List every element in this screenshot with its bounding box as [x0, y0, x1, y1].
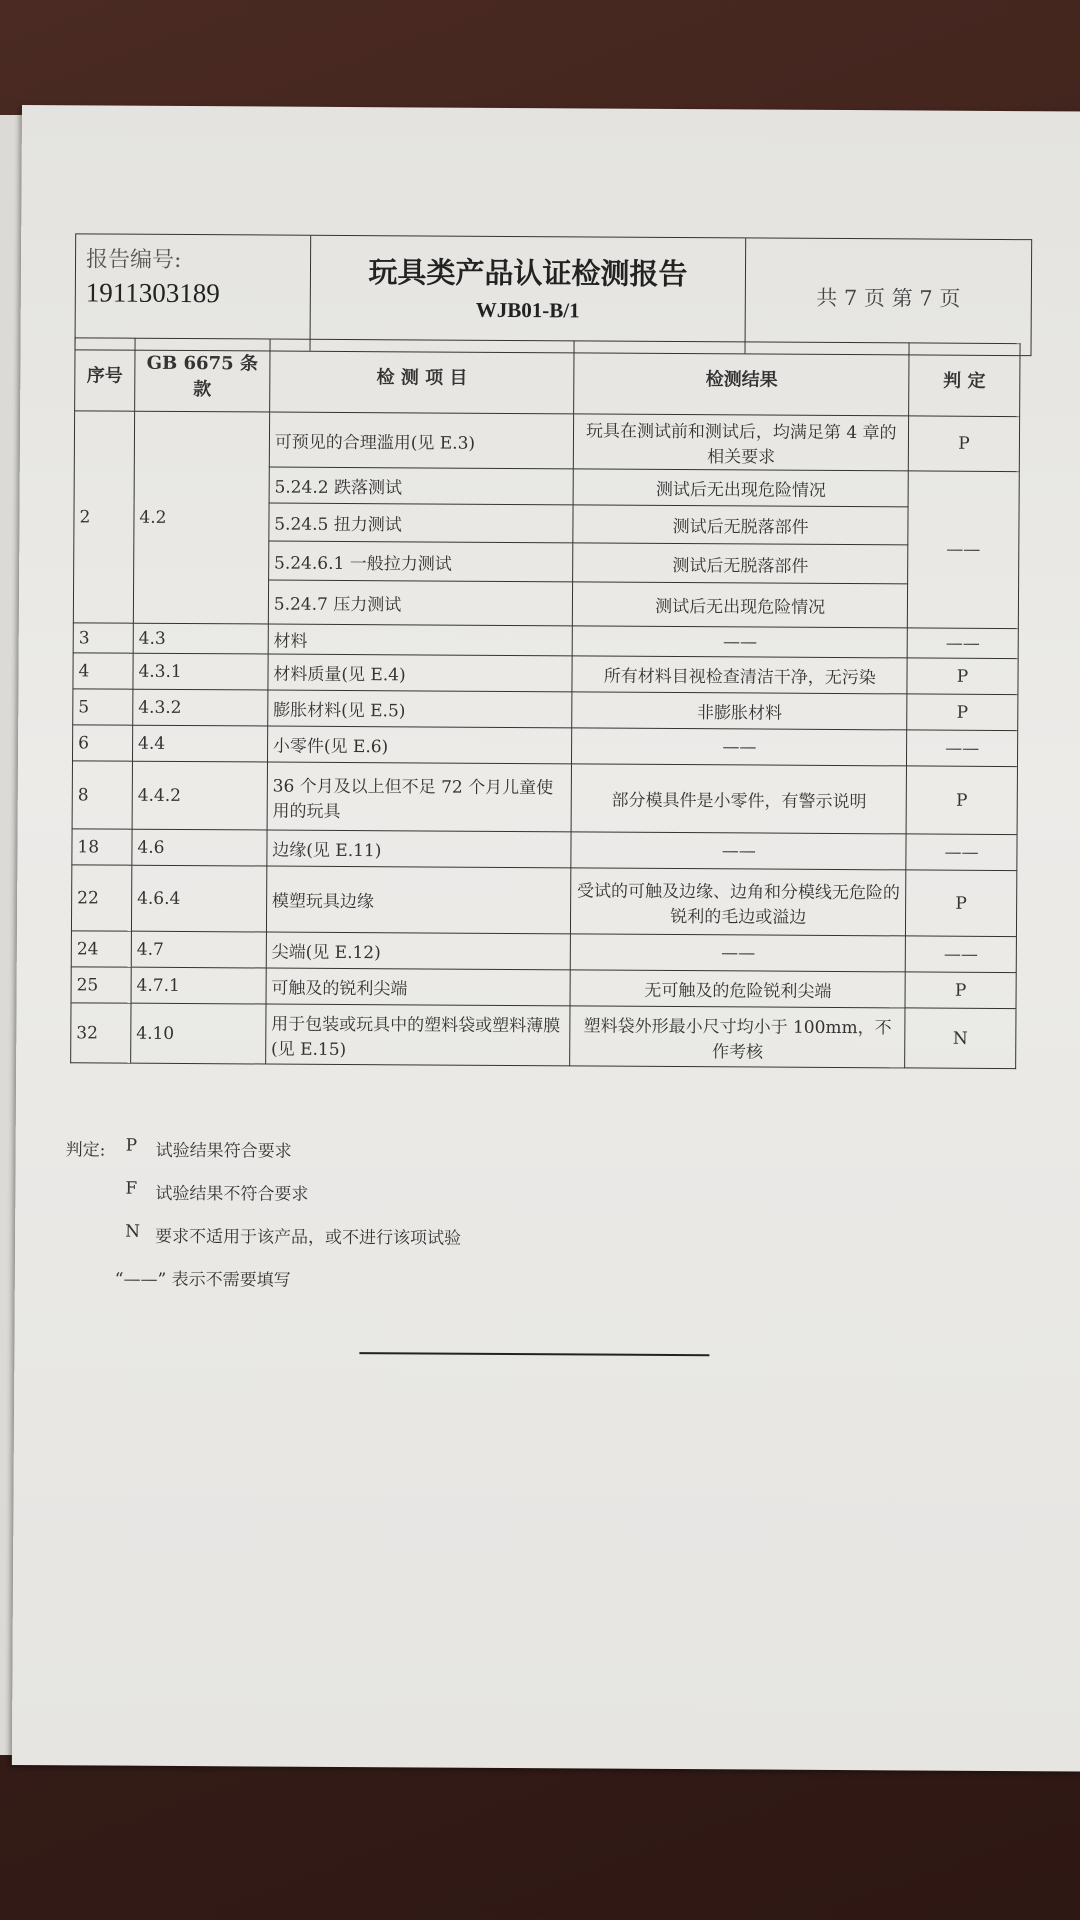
- row-item: 用于包装或玩具中的塑料袋或塑料薄膜(见 E.15): [265, 1004, 570, 1066]
- row-clause: 4.3.1: [133, 653, 268, 690]
- row-item: 模塑玩具边缘: [266, 866, 571, 934]
- row-clause: 4.7: [131, 931, 266, 968]
- row-no: 3: [73, 623, 133, 653]
- col-header-no: 序号: [75, 338, 135, 411]
- verdict-legend: [65, 1135, 462, 1309]
- row-result: ——: [571, 934, 906, 972]
- row-item: 材料: [268, 624, 573, 656]
- row-verdict: ——: [907, 730, 1018, 767]
- table-row: [71, 1003, 1016, 1069]
- table-row: [72, 829, 1017, 871]
- row-no: 25: [71, 967, 131, 1003]
- table-row: [71, 865, 1016, 937]
- row-item: 5.24.7 压力测试: [268, 580, 573, 626]
- row-item: 可触及的锐利尖端: [266, 968, 571, 1006]
- row-no: 8: [72, 761, 132, 829]
- legend-row-f: [65, 1178, 461, 1223]
- row-clause: 4.7.1: [131, 967, 266, 1004]
- legend-label: 判定:: [65, 1140, 106, 1161]
- row-result: 测试后无脱落部件: [573, 505, 908, 545]
- legend-row-p: [65, 1135, 461, 1180]
- row-item: 边缘(见 E.11): [267, 830, 572, 868]
- row-no: 5: [73, 689, 133, 725]
- row-no: 18: [72, 829, 132, 865]
- table-row: [71, 967, 1016, 1009]
- row-result: 测试后无出现危险情况: [574, 469, 909, 507]
- row-result: 所有材料目视检查清洁干净，无污染: [572, 656, 907, 694]
- row-clause: 4.10: [131, 1003, 266, 1064]
- row-item: 可预见的合理滥用(见 E.3): [269, 412, 574, 469]
- row-result: 部分模具件是小零件，有警示说明: [572, 764, 907, 834]
- row-clause: 4.4: [132, 725, 267, 762]
- row-verdict: P: [908, 416, 1019, 472]
- col-header-result: 检测结果: [574, 341, 909, 416]
- row-result: 塑料袋外形最小尺寸均小于 100mm，不作考核: [570, 1006, 905, 1068]
- row-result: ——: [571, 832, 906, 870]
- legend-code: N: [125, 1221, 141, 1242]
- report-number-cell: [76, 234, 312, 350]
- row-verdict: ——: [906, 834, 1017, 871]
- report-title: 玩具类产品认证检测报告: [368, 255, 688, 292]
- table-row: [73, 653, 1018, 695]
- row-no: 6: [72, 725, 132, 761]
- row-item: 材料质量(见 E.4): [268, 654, 573, 692]
- report-number: 1911303189: [85, 277, 220, 309]
- legend-code: P: [125, 1135, 138, 1156]
- col-header-verdict: 判 定: [909, 343, 1020, 417]
- row-result: 测试后无出现危险情况: [573, 582, 908, 628]
- row-item: 36 个月及以上但不足 72 个月儿童使用的玩具: [267, 762, 572, 832]
- row-item: 5.24.2 跌落测试: [269, 467, 574, 505]
- col-header-item: 检 测 项 目: [269, 339, 574, 414]
- legend-text: 试验结果不符合要求: [155, 1183, 309, 1205]
- page-info: 共 7 页 第 7 页: [816, 285, 961, 311]
- table-row: [72, 761, 1017, 835]
- row-result: ——: [573, 626, 908, 658]
- row-result: ——: [572, 728, 907, 766]
- form-code: WJB01-B/1: [475, 297, 580, 323]
- row-no: 2: [73, 411, 134, 623]
- row-verdict: ——: [907, 471, 1019, 629]
- legend-text: 试验结果符合要求: [155, 1140, 292, 1162]
- test-results-table: [70, 337, 1020, 1069]
- legend-dash-note: “——” 表示不需要填写: [114, 1269, 291, 1291]
- row-verdict: P: [906, 766, 1017, 835]
- row-verdict: P: [907, 694, 1018, 731]
- row-clause: 4.3: [133, 623, 268, 654]
- row-no: 22: [71, 865, 131, 931]
- legend-row-n: [65, 1221, 461, 1266]
- row-result: 测试后无脱落部件: [573, 543, 908, 584]
- row-item: 膨胀材料(见 E.5): [268, 690, 573, 728]
- report-page: [12, 105, 1080, 1772]
- row-result: 非膨胀材料: [572, 692, 907, 730]
- row-verdict: P: [906, 870, 1017, 937]
- row-verdict: N: [905, 1008, 1016, 1069]
- row-item: 5.24.6.1 一般拉力测试: [268, 541, 573, 582]
- row-result: 玩具在测试前和测试后，均满足第 4 章的相关要求: [574, 414, 909, 471]
- table-header-row: [75, 338, 1020, 417]
- table-row: [72, 725, 1017, 767]
- row-verdict: P: [905, 972, 1016, 1009]
- row-no: 24: [71, 931, 131, 967]
- row-clause: 4.6: [132, 829, 267, 866]
- row-verdict: ——: [907, 628, 1018, 659]
- col-header-clause: GB 6675 条款: [135, 338, 270, 412]
- row-clause: 4.4.2: [132, 761, 267, 830]
- row-result: 受试的可触及边缘、边角和分模线无危险的锐利的毛边或溢边: [571, 868, 906, 936]
- end-line: [359, 1352, 709, 1356]
- row-clause: 4.3.2: [133, 689, 268, 726]
- row-no: 32: [71, 1003, 131, 1063]
- table-row: [71, 931, 1016, 973]
- row-no: 4: [73, 653, 133, 689]
- row-verdict: ——: [905, 936, 1016, 973]
- legend-text: 要求不适用于该产品，或不进行该项试验: [155, 1226, 462, 1249]
- table-row: [74, 411, 1019, 472]
- row-item: 5.24.5 扭力测试: [269, 503, 574, 543]
- legend-code: F: [125, 1178, 138, 1199]
- row-item: 小零件(见 E.6): [267, 726, 572, 764]
- row-verdict: P: [907, 658, 1018, 695]
- legend-row-dash: [65, 1264, 461, 1309]
- row-item: 尖端(见 E.12): [266, 932, 571, 970]
- row-clause: 4.2: [133, 411, 269, 624]
- table-row: [73, 689, 1018, 731]
- row-result: 无可触及的危险锐利尖端: [570, 970, 905, 1008]
- report-number-label: 报告编号:: [85, 247, 182, 273]
- row-clause: 4.6.4: [131, 865, 266, 932]
- title-cell: [311, 236, 747, 354]
